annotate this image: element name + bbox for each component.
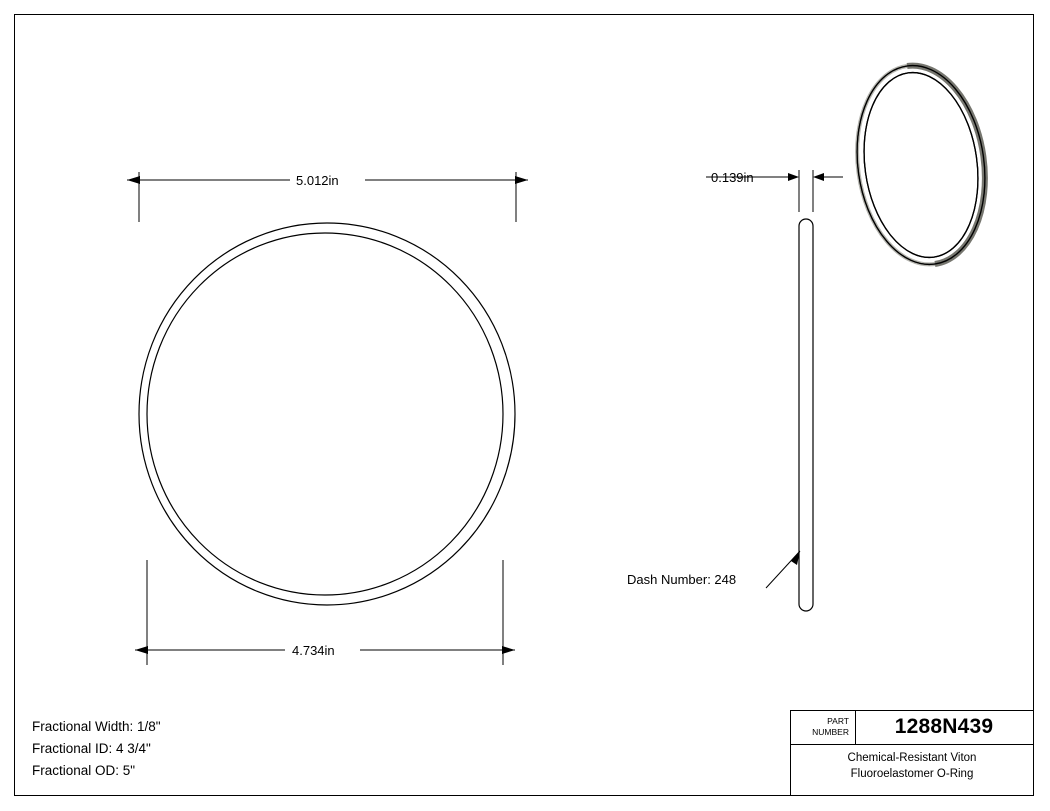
spec-fractional-id: Fractional ID: 4 3/4" xyxy=(32,741,151,756)
spec-fractional-width: Fractional Width: 1/8" xyxy=(32,719,161,734)
od-dimension-label: 5.012in xyxy=(296,173,339,188)
cross-section-dimension-label: 0.139in xyxy=(711,170,754,185)
isometric-oring xyxy=(845,57,998,273)
dash-number-leader xyxy=(766,551,800,588)
specification-list xyxy=(32,716,161,782)
description-line-1: Chemical-Resistant Viton xyxy=(847,752,977,764)
title-block-description xyxy=(791,745,1033,782)
dash-number-label: Dash Number: 248 xyxy=(627,572,737,587)
id-dimension-label: 4.734in xyxy=(292,643,335,658)
description-line-2: Fluoroelastomer O-Ring xyxy=(850,768,974,780)
side-view-section xyxy=(799,219,813,611)
part-number-label-line2: NUMBER xyxy=(812,727,849,737)
spec-fractional-od: Fractional OD: 5" xyxy=(32,763,136,778)
part-number-label xyxy=(797,716,849,738)
title-block-part-row xyxy=(791,711,1033,745)
title-block xyxy=(790,710,1034,796)
part-number-label-line1: PART xyxy=(827,716,849,726)
part-number-value: 1288N439 xyxy=(894,715,994,738)
front-view-oring xyxy=(139,223,515,605)
